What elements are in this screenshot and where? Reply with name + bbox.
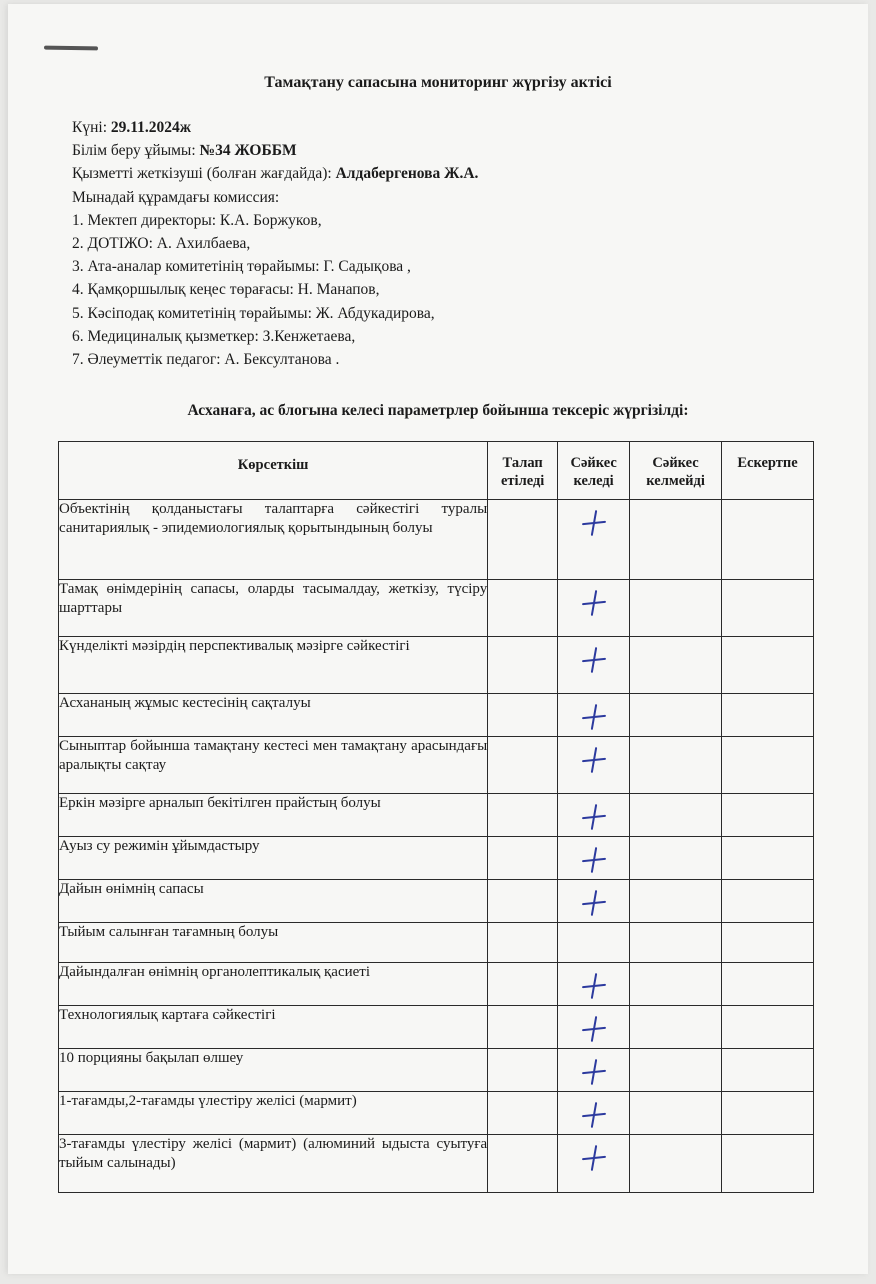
table-row <box>59 580 814 637</box>
complies-cell <box>558 1135 630 1193</box>
table-row <box>59 637 814 694</box>
not-complies-cell <box>630 637 722 694</box>
note-cell <box>722 1135 814 1193</box>
indicator-cell: 1-тағамды,2-тағамды үлестіру желісі (мармит) <box>59 1092 488 1135</box>
commission-member: 6. Медициналық қызметкер: З.Кенжетаева, <box>72 327 356 345</box>
commission-label: Мынадай құрамдағы комиссия: <box>72 188 280 206</box>
not-complies-cell <box>630 880 722 923</box>
table-row <box>59 1135 814 1193</box>
header-complies: Сәйкес келеді <box>558 442 630 500</box>
indicator-cell: Ауыз су режимін ұйымдастыру <box>59 837 488 880</box>
complies-cell <box>558 1006 630 1049</box>
date-label: Күні: <box>72 119 111 136</box>
required-cell <box>488 794 558 837</box>
commission-member: 1. Мектеп директоры: К.А. Боржуков, <box>72 211 322 229</box>
indicator-cell: Дайындалған өнімнің органолептикалық қасиеті <box>59 963 488 1006</box>
required-cell <box>488 1092 558 1135</box>
complies-cell <box>558 637 630 694</box>
note-cell <box>722 580 814 637</box>
note-cell <box>722 837 814 880</box>
commission-member: 7. Әлеуметтік педагог: А. Бексултанова . <box>72 351 340 369</box>
complies-cell <box>558 737 630 794</box>
note-cell <box>722 737 814 794</box>
complies-cell <box>558 923 630 963</box>
required-cell <box>488 1049 558 1092</box>
note-cell <box>722 1092 814 1135</box>
handwritten-plus-icon <box>581 890 607 916</box>
handwritten-plus-icon <box>581 590 607 616</box>
commission-member: 4. Қамқоршылық кеңес төрағасы: Н. Манапов, <box>72 281 380 299</box>
handwritten-plus-icon <box>581 1016 607 1042</box>
not-complies-cell <box>630 737 722 794</box>
not-complies-cell <box>630 500 722 580</box>
indicator-cell: Тамақ өнімдерінің сапасы, оларды тасымалдау, жеткізу, түсіру шарттары <box>59 580 488 637</box>
header-required: Талап етіледі <box>488 442 558 500</box>
table-row <box>59 1092 814 1135</box>
handwritten-plus-icon <box>581 1059 607 1085</box>
handwritten-plus-icon <box>581 804 607 830</box>
date-line <box>72 116 792 139</box>
required-cell <box>488 580 558 637</box>
commission-member: 5. Кәсіподақ комитетінің төрайымы: Ж. Абдукадирова, <box>72 304 435 322</box>
required-cell <box>488 923 558 963</box>
organization-label: Білім беру ұйымы: <box>72 142 200 160</box>
complies-cell <box>558 880 630 923</box>
provider-value: Алдабергенова Ж.А. <box>335 165 479 183</box>
table-row <box>59 794 814 837</box>
required-cell <box>488 500 558 580</box>
inspection-table <box>58 441 814 1193</box>
inspection-subtitle: Асханаға, ас блогына келесі параметрлер бойынша тексеріс жүргізілді: <box>187 402 689 419</box>
provider-line <box>72 162 792 185</box>
table-row <box>59 923 814 963</box>
table-row <box>59 500 814 580</box>
required-cell <box>488 1135 558 1193</box>
not-complies-cell <box>630 1092 722 1135</box>
not-complies-cell <box>630 1049 722 1092</box>
indicator-cell: Еркін мәзірге арналып бекітілген прайстың болуы <box>59 794 488 837</box>
document-sheet <box>8 4 868 1274</box>
table-row <box>59 737 814 794</box>
commission-member: 3. Ата-аналар комитетінің төрайымы: Г. Садықова , <box>72 258 411 276</box>
required-cell <box>488 1006 558 1049</box>
organization-line <box>72 139 792 162</box>
header-note: Ескертпе <box>722 442 814 500</box>
header-indicator: Көрсеткіш <box>59 442 488 500</box>
commission-member: 2. ДОТІЖО: А. Ахилбаева, <box>72 235 251 253</box>
organization-value: №34 ЖОББМ <box>199 142 297 160</box>
handwritten-plus-icon <box>581 510 607 536</box>
note-cell <box>722 500 814 580</box>
not-complies-cell <box>630 1006 722 1049</box>
table-row <box>59 837 814 880</box>
not-complies-cell <box>630 794 722 837</box>
not-complies-cell <box>630 1135 722 1193</box>
required-cell <box>488 880 558 923</box>
pen-mark <box>44 46 98 51</box>
handwritten-plus-icon <box>581 704 607 730</box>
indicator-cell: Технологиялық картаға сәйкестігі <box>59 1006 488 1049</box>
complies-cell <box>558 580 630 637</box>
handwritten-plus-icon <box>581 747 607 773</box>
header-not-complies: Сәйкес келмейді <box>630 442 722 500</box>
handwritten-plus-icon <box>581 973 607 999</box>
required-cell <box>488 737 558 794</box>
table-row <box>59 1006 814 1049</box>
indicator-cell: Күнделікті мәзірдің перспективалық мәзірге сәйкестігі <box>59 637 488 694</box>
complies-cell <box>558 794 630 837</box>
note-cell <box>722 1006 814 1049</box>
not-complies-cell <box>630 837 722 880</box>
date-value: 29.11.2024ж <box>110 119 192 136</box>
required-cell <box>488 637 558 694</box>
note-cell <box>722 1049 814 1092</box>
note-cell <box>722 880 814 923</box>
indicator-cell: 10 порцияны бақылап өлшеу <box>59 1049 488 1092</box>
not-complies-cell <box>630 580 722 637</box>
table-header-row <box>59 442 814 500</box>
complies-cell <box>558 694 630 737</box>
not-complies-cell <box>630 923 722 963</box>
provider-label: Қызметті жеткізуші (болған жағдайда): <box>72 165 336 183</box>
table-row <box>59 963 814 1006</box>
complies-cell <box>558 1092 630 1135</box>
complies-cell <box>558 837 630 880</box>
required-cell <box>488 694 558 737</box>
indicator-cell: Объектінің қолданыстағы талаптарға сәйкестігі туралы санитариялық - эпидемиологиялық қорытындының болуы <box>59 500 488 580</box>
not-complies-cell <box>630 963 722 1006</box>
indicator-cell: Асхананың жұмыс кестесінің сақталуы <box>59 694 488 737</box>
handwritten-plus-icon <box>581 847 607 873</box>
indicator-cell: 3-тағамды үлестіру желісі (мармит) (алюминий ыдыста суытуға тыйым салынады) <box>59 1135 488 1193</box>
required-cell <box>488 837 558 880</box>
note-cell <box>722 923 814 963</box>
complies-cell <box>558 963 630 1006</box>
complies-cell <box>558 1049 630 1092</box>
complies-cell <box>558 500 630 580</box>
act-details <box>72 116 792 371</box>
table-row <box>59 694 814 737</box>
handwritten-plus-icon <box>581 1102 607 1128</box>
note-cell <box>722 637 814 694</box>
table-row <box>59 1049 814 1092</box>
note-cell <box>722 794 814 837</box>
required-cell <box>488 963 558 1006</box>
indicator-cell: Сыныптар бойынша тамақтану кестесі мен тамақтану арасындағы аралықты сақтау <box>59 737 488 794</box>
note-cell <box>722 963 814 1006</box>
handwritten-plus-icon <box>581 1145 607 1171</box>
note-cell <box>722 694 814 737</box>
document-title: Тамақтану сапасына мониторинг жүргізу актісі <box>264 74 612 91</box>
indicator-cell: Дайын өнімнің сапасы <box>59 880 488 923</box>
handwritten-plus-icon <box>581 647 607 673</box>
indicator-cell: Тыйым салынған тағамның болуы <box>59 923 488 963</box>
table-row <box>59 880 814 923</box>
not-complies-cell <box>630 694 722 737</box>
